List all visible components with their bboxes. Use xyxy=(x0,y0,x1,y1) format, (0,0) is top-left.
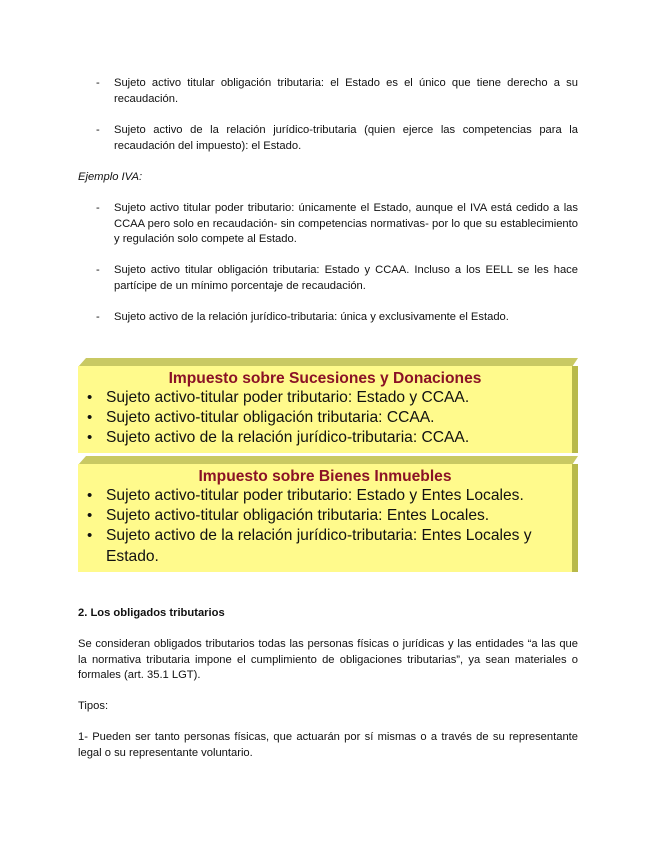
box-list-item xyxy=(78,388,572,408)
section-heading: 2. Los obligados tributarios xyxy=(78,607,225,619)
list-item xyxy=(96,123,578,154)
list-item xyxy=(96,263,578,294)
bullet-dash: - xyxy=(96,202,100,214)
box-face xyxy=(78,464,572,572)
box-list-item xyxy=(78,486,572,506)
box-title: Impuesto sobre Bienes Inmuebles xyxy=(198,468,452,485)
bullet-text: Sujeto activo titular obligación tributaria: el Estado es el único que tiene derecho a su recaudación. xyxy=(114,77,578,105)
bullet-text: Sujeto activo de la relación jurídico-tributaria (quien ejerce las competencias para la recaudación del impuesto): el Estado. xyxy=(114,124,578,152)
paragraph: 1- Pueden ser tanto personas físicas, que actuarán por sí mismas o a través de su representante legal o su representante voluntario. xyxy=(78,731,578,759)
box-item-text: Sujeto activo-titular poder tributario: Estado y Entes Locales. xyxy=(106,487,524,504)
paragraph: Se consideran obligados tributarios todas las personas físicas o jurídicas y las entidades “a las que la normativa tributaria impone el cumplimiento de obligaciones tributarias”, ya sean materiales o formales (art. 35.1 LGT). xyxy=(78,638,578,682)
box-side xyxy=(571,366,578,453)
box-item-text: Sujeto activo-titular poder tributario: Estado y CCAA. xyxy=(106,389,470,406)
bullet-text: Sujeto activo titular poder tributario: únicamente el Estado, aunque el IVA está cedido a las CCAA pero solo en recaudación- sin competencias normativas- por lo que su establecimiento y regulación solo compete al Estado. xyxy=(114,202,578,246)
box-item-text: Sujeto activo de la relación jurídico-tributaria: CCAA. xyxy=(106,429,470,447)
box-item-text: Sujeto activo-titular obligación tributaria: Entes Locales. xyxy=(106,507,490,525)
example-label: Ejemplo IVA: xyxy=(78,171,143,183)
list-item xyxy=(96,310,578,326)
bullet-text: Sujeto activo de la relación jurídico-tributaria: única y exclusivamente el Estado. xyxy=(114,311,509,323)
bullet-dot: • xyxy=(87,429,93,447)
box-item-text: Sujeto activo de la relación jurídico-tributaria: Entes Locales y Estado. xyxy=(106,527,532,565)
box-list-item xyxy=(78,408,572,428)
bullet-dot: • xyxy=(87,507,93,525)
box-item-text: Sujeto activo-titular obligación tributaria: CCAA. xyxy=(106,409,435,427)
box-list xyxy=(78,388,572,449)
bullet-dot: • xyxy=(87,409,93,427)
box-list-item xyxy=(78,428,572,448)
bullet-text: Sujeto activo titular obligación tributaria: Estado y CCAA. Incluso a los EELL se les hace partícipe de un mínimo porcentaje de recaudación. xyxy=(114,264,578,292)
box-list-item xyxy=(78,506,572,526)
bullet-dot: • xyxy=(87,527,93,545)
box-list-item xyxy=(78,526,572,566)
summary-box-bienes-inmuebles xyxy=(78,456,578,572)
box-title: Impuesto sobre Sucesiones y Donaciones xyxy=(168,370,482,387)
box-list xyxy=(78,486,572,567)
bullet-dash: - xyxy=(96,311,100,323)
list-item xyxy=(96,76,578,107)
box-face xyxy=(78,366,572,453)
summary-box-sucesiones xyxy=(78,358,578,453)
bullet-dash: - xyxy=(96,77,100,89)
bullet-dash: - xyxy=(96,124,100,136)
bullet-dash: - xyxy=(96,264,100,276)
box-side xyxy=(571,464,578,572)
tipos-label: Tipos: xyxy=(78,700,109,712)
list-item xyxy=(96,201,578,248)
bullet-dot: • xyxy=(87,487,93,504)
bullet-dot: • xyxy=(87,389,93,406)
